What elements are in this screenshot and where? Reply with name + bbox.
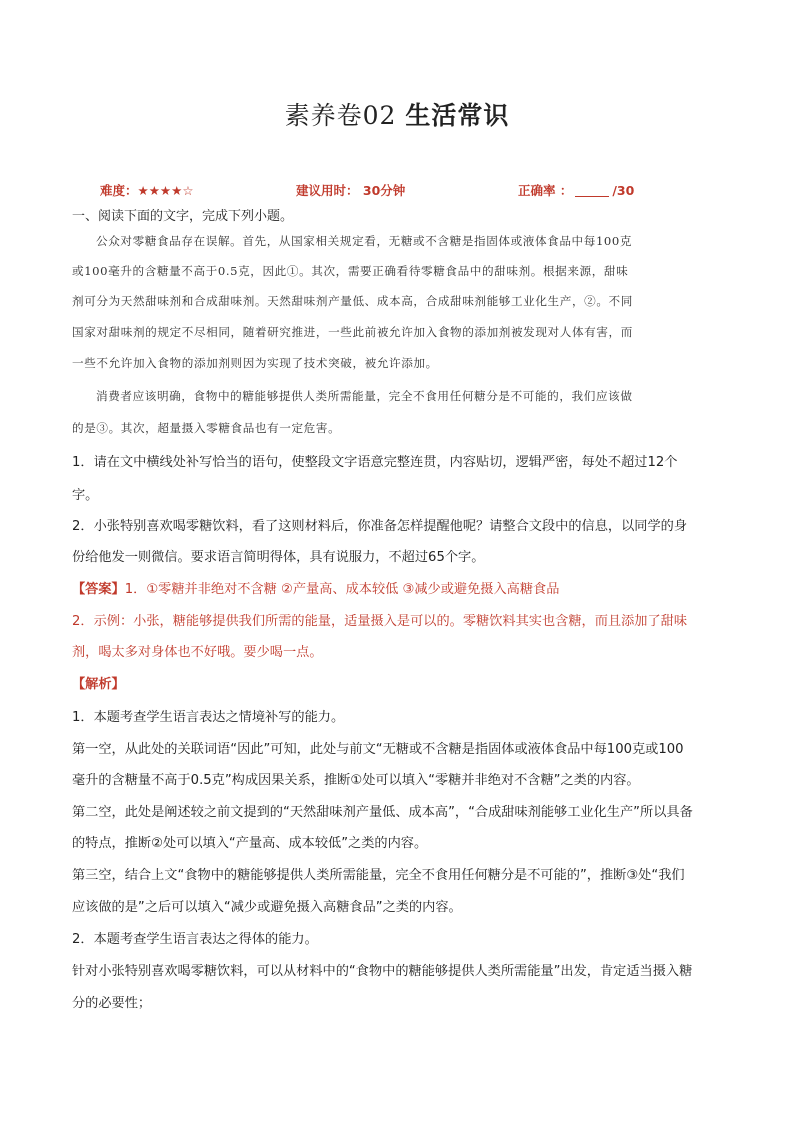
accuracy-field bbox=[518, 181, 634, 199]
answer-text: 1．①零糖并非绝对不含糖 ②产量高、成本较低 ③减少或避免摄入高糖食品 bbox=[124, 582, 560, 597]
analysis-line: 2．本题考查学生语言表达之得体的能力。 bbox=[72, 932, 318, 947]
analysis-line: 1．本题考查学生语言表达之情境补写的能力。 bbox=[72, 710, 345, 725]
accuracy-label: 正确率 ： bbox=[518, 183, 573, 198]
passage-line: 公众对零糖食品存在误解。首先，从国家相关规定看，无糖或不含糖是指固体或液体食品中每100克 bbox=[96, 234, 633, 248]
question-line: 字。 bbox=[72, 488, 99, 503]
analysis-label: 【解析】 bbox=[72, 677, 125, 692]
suggested-time bbox=[296, 181, 405, 199]
section-heading: 一、阅读下面的文字，完成下列小题。 bbox=[72, 209, 294, 224]
accuracy-blank[interactable] bbox=[575, 184, 609, 197]
page-title bbox=[0, 96, 794, 132]
passage-line: 的是③。其次，超量摄入零糖食品也有一定危害。 bbox=[72, 421, 341, 435]
question-line: 份给他发一则微信。要求语言简明得体，具有说服力，不超过65个字。 bbox=[72, 550, 485, 565]
time-value: 30分钟 bbox=[362, 183, 406, 198]
analysis-line: 针对小张特别喜欢喝零糖饮料，可以从材料中的“食物中的糖能够提供人类所需能量”出发，肯定适当摄入糖 bbox=[72, 964, 693, 979]
question-line: 2．小张特别喜欢喝零糖饮料，看了这则材料后，你准备怎样提醒他呢？请整合文段中的信息，以同学的身 bbox=[72, 519, 688, 534]
answer-text: 2．示例：小张，糖能够提供我们所需的能量，适量摄入是可以的。零糖饮料其实也含糖，而且添加了甜味 bbox=[72, 614, 688, 629]
accuracy-total: /30 bbox=[612, 183, 635, 198]
analysis-line: 应该做的是”之后可以填入“减少或避免摄入高糖食品”之类的内容。 bbox=[72, 900, 462, 915]
passage-line: 一些不允许加入食物的添加剂则因为实现了技术突破，被允许添加。 bbox=[72, 356, 438, 370]
analysis-line: 的特点，推断②处可以填入“产量高、成本较低”之类的内容。 bbox=[72, 836, 428, 851]
passage-line: 国家对甜味剂的规定不尽相同，随着研究推进，一些此前被允许加入食物的添加剂被发现对人体有害，而 bbox=[72, 325, 633, 339]
analysis-line: 第三空，结合上文“食物中的糖能够提供人类所需能量，完全不食用任何糖分是不可能的”，推断③处“我们 bbox=[72, 868, 685, 883]
answer-line bbox=[72, 641, 323, 660]
passage-line: 消费者应该明确，食物中的糖能够提供人类所需能量，完全不食用任何糖分是不可能的，我们应该做 bbox=[96, 389, 633, 403]
analysis-line: 分的必要性； bbox=[72, 996, 152, 1011]
analysis-line: 第二空，此处是阐述较之前文提到的“天然甜味剂产量低、成本高”，“合成甜味剂能够工业化生产”所以具备 bbox=[72, 805, 693, 820]
analysis-line: 第一空，从此处的关联词语“因此”可知，此处与前文“无糖或不含糖是指固体或液体食品中每100克或100 bbox=[72, 742, 684, 757]
answer-line bbox=[72, 578, 559, 597]
passage-line: 或100毫升的含糖量不高于0.5克，因此①。其次，需要正确看待零糖食品中的甜味剂。根据来源，甜味 bbox=[72, 264, 629, 278]
title-sub: 生活常识 bbox=[405, 101, 510, 130]
analysis-line: 毫升的含糖量不高于0.5克”构成因果关系，推断①处可以填入“零糖并非绝对不含糖”之类的内容。 bbox=[72, 773, 640, 788]
answer-label: 【答案】 bbox=[72, 582, 125, 597]
difficulty-label: 难度： bbox=[100, 183, 138, 198]
difficulty-stars: ★★★★☆ bbox=[137, 183, 194, 198]
difficulty-rating bbox=[100, 181, 194, 199]
answer-text: 剂，喝太多对身体也不好哦。要少喝一点。 bbox=[72, 645, 323, 660]
passage-line: 剂可分为天然甜味剂和合成甜味剂。天然甜味剂产量低、成本高，合成甜味剂能够工业化生产，②。不同 bbox=[72, 294, 633, 308]
answer-line bbox=[72, 610, 687, 629]
time-label: 建议用时： bbox=[296, 183, 359, 198]
question-line: 1．请在文中横线处补写恰当的语句，使整段文字语意完整连贯，内容贴切，逻辑严密，每处不超过12个 bbox=[72, 455, 678, 470]
title-main: 素养卷02 bbox=[284, 101, 397, 130]
